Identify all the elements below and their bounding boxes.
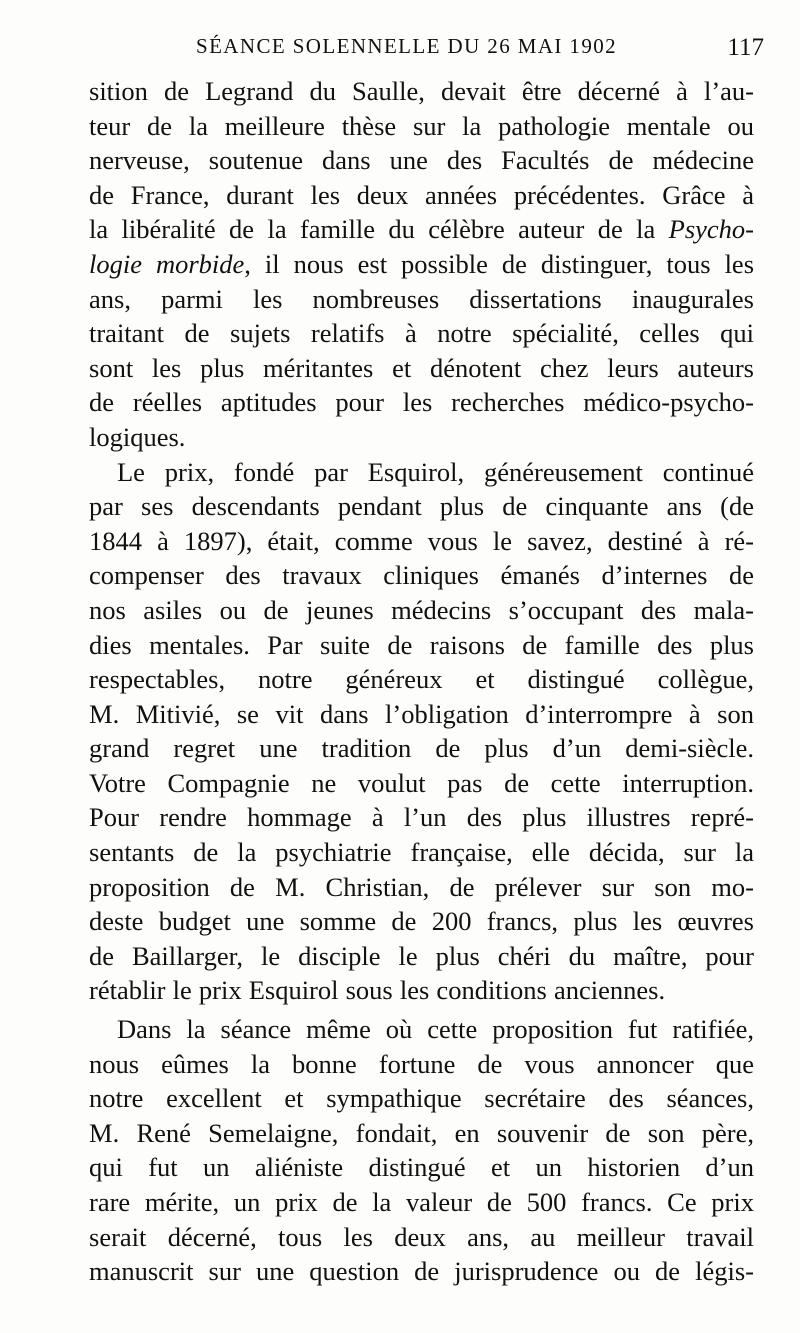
- text-line: rare mérite, un prix de la valeur de 500 francs. Ce prix: [89, 1187, 754, 1217]
- running-title: SÉANCE SOLENNELLE DU 26 MAI 1902: [196, 34, 618, 58]
- text-line: la libéralité de la famille du célèbre auteur de la Psycho-: [89, 214, 754, 245]
- text-line: notre excellent et sympathique secrétaire des séances,: [89, 1083, 754, 1114]
- text-line: manuscrit sur une question de jurisprudence ou de légis-: [89, 1256, 754, 1287]
- text-line: respectables, notre généreux et distingué collègue,: [89, 664, 754, 695]
- text-line: serait décerné, tous les deux ans, au meilleur travail: [89, 1221, 754, 1252]
- body-text: [89, 74, 754, 1289]
- page-number: 117: [727, 34, 764, 61]
- text-line: compenser des travaux cliniques émanés d’internes de: [89, 560, 754, 591]
- text-line: grand regret une tradition de plus d’un demi-siècle.: [89, 733, 754, 764]
- text-line: dies mentales. Par suite de raisons de famille des plus: [89, 629, 754, 660]
- text-line: nerveuse, soutenue dans une des Facultés de médecine: [89, 145, 754, 176]
- paragraph: [89, 455, 754, 1009]
- text-line: teur de la meilleure thèse sur la pathologie mentale ou: [89, 110, 754, 141]
- text-line: rétablir le prix Esquirol sous les conditions anciennes.: [89, 975, 666, 1006]
- text-line: logie morbide, il nous est possible de distinguer, tous les: [89, 248, 755, 279]
- text-line: Votre Compagnie ne voulut pas de cette interruption.: [89, 767, 754, 798]
- text-line: 1844 à 1897), était, comme vous le savez, destiné à ré-: [89, 525, 754, 556]
- text-line: par ses descendants pendant plus de cinquante ans (de: [89, 491, 754, 522]
- text-line: Le prix, fondé par Esquirol, généreusement continué: [117, 456, 754, 487]
- text-line: sont les plus méritantes et dénotent chez leurs auteurs: [89, 352, 754, 383]
- text-line: Dans la séance même où cette proposition fut ratifiée,: [117, 1014, 754, 1045]
- text-line: nous eûmes la bonne fortune de vous annoncer que: [89, 1048, 754, 1079]
- text-line: qui fut un aliéniste distingué et un historien d’un: [89, 1152, 754, 1183]
- text-line: de Baillarger, le disciple le plus chéri du maître, pour: [89, 940, 754, 971]
- paragraph: [89, 1012, 754, 1289]
- paragraph: [89, 74, 754, 455]
- text-line: deste budget une somme de 200 francs, plus les œuvres: [89, 906, 754, 937]
- running-header: [0, 34, 800, 74]
- text-line: nos asiles ou de jeunes médecins s’occupant des mala-: [89, 594, 754, 625]
- text-line: M. Mitivié, se vit dans l’obligation d’interrompre à son: [89, 698, 754, 729]
- text-line: traitant de sujets relatifs à notre spécialité, celles qui: [89, 318, 754, 349]
- text-line: logiques.: [89, 421, 186, 452]
- text-line: proposition de M. Christian, de prélever sur son mo-: [89, 871, 754, 902]
- text-line: de réelles aptitudes pour les recherches médico-psycho-: [89, 387, 754, 418]
- text-line: Pour rendre hommage à l’un des plus illustres repré-: [89, 802, 754, 833]
- text-line: M. René Semelaigne, fondait, en souvenir de son père,: [89, 1117, 754, 1148]
- text-line: de France, durant les deux années précédentes. Grâce à: [89, 179, 754, 210]
- text-line: sition de Legrand du Saulle, devait être décerné à l’au-: [89, 76, 754, 106]
- text-line: ans, parmi les nombreuses dissertations inaugurales: [89, 283, 754, 314]
- text-line: sentants de la psychiatrie française, elle décida, sur la: [89, 837, 754, 868]
